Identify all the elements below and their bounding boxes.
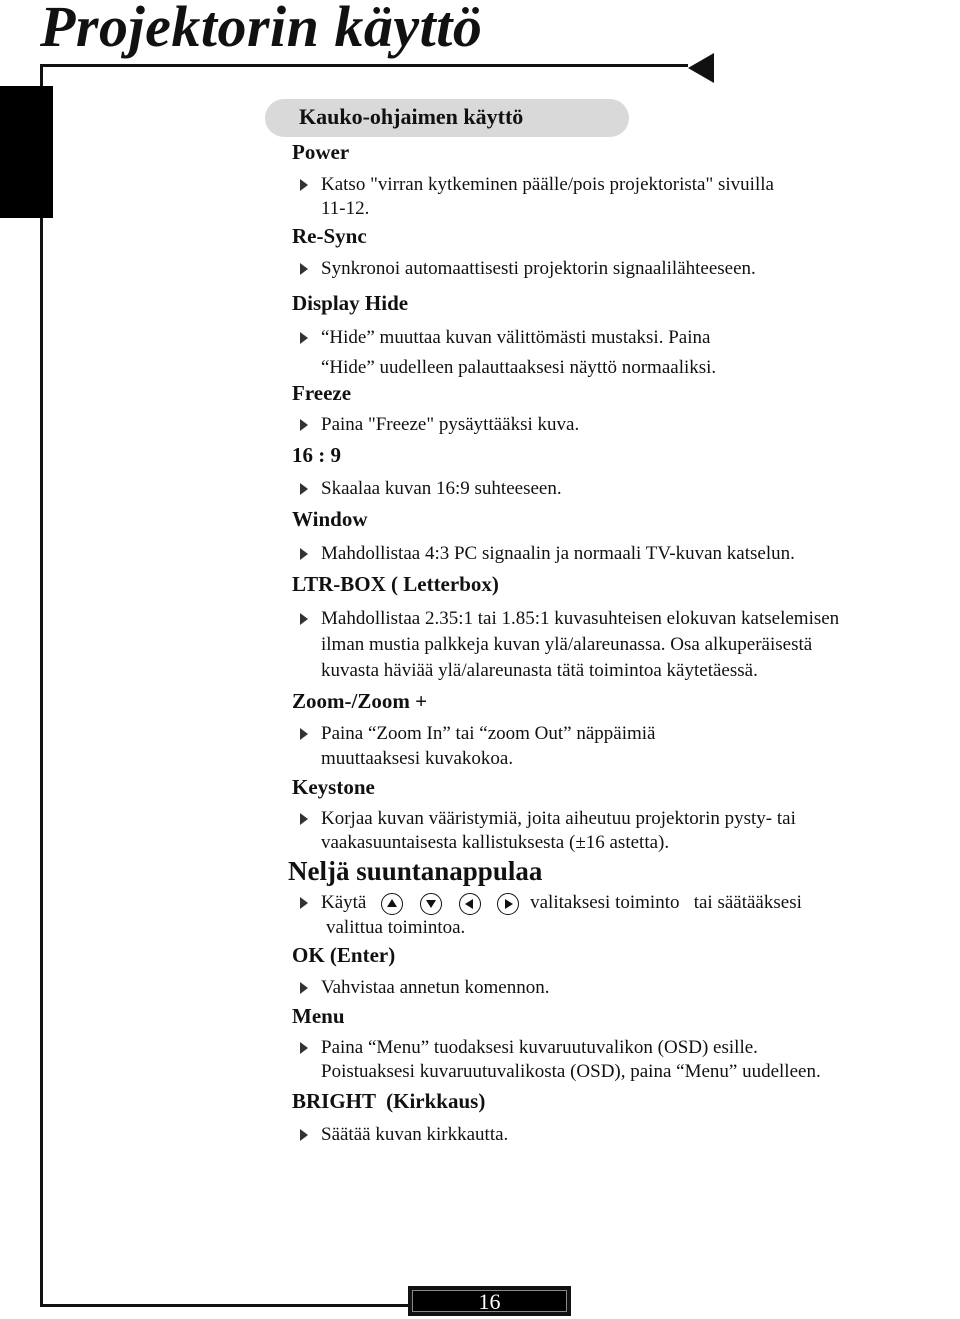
heading-ok-enter: OK (Enter) — [292, 943, 396, 967]
item-text: Mahdollistaa 4:3 PC signaalin ja normaali TV-kuvan katselun. — [321, 543, 795, 564]
bullet-arrow-icon — [300, 332, 308, 344]
side-tab — [0, 86, 53, 218]
bullet-arrow-icon — [300, 548, 308, 560]
up-arrow-icon — [381, 893, 403, 915]
heading-display-hide: Display Hide — [292, 291, 409, 315]
item-text: “Hide” muuttaa kuvan välittömästi mustaksi. Paina — [321, 327, 711, 348]
right-arrow-icon — [497, 893, 519, 915]
item-text: valittua toimintoa. — [326, 917, 466, 938]
item-text-suffix: valitaksesi toiminto tai säätääksesi — [530, 892, 802, 913]
down-arrow-icon — [420, 893, 442, 915]
page-number: 16 — [412, 1290, 567, 1312]
heading-window: Window — [292, 507, 368, 531]
heading-menu: Menu — [292, 1004, 345, 1028]
item-text: muuttaaksesi kuvakokoa. — [321, 748, 514, 769]
heading-freeze: Freeze — [292, 381, 352, 405]
top-rule — [40, 64, 688, 67]
heading-resync: Re-Sync — [292, 224, 367, 248]
bullet-arrow-icon — [300, 419, 308, 431]
section-title: Kauko-ohjaimen käyttö — [299, 104, 524, 129]
heading-direction-keys: Neljä suuntanappulaa — [288, 856, 543, 886]
bullet-arrow-icon — [300, 613, 308, 625]
item-text: Korjaa kuvan vääristymiä, joita aiheutuu projektorin pysty- tai — [321, 808, 796, 829]
left-arrow-icon — [459, 893, 481, 915]
item-text: 11-12. — [321, 197, 370, 219]
heading-power: Power — [292, 140, 350, 164]
item-text: Paina "Freeze" pysäyttääksi kuva. — [321, 414, 580, 435]
heading-zoom: Zoom-/Zoom + — [292, 689, 428, 713]
bullet-arrow-icon — [300, 483, 308, 495]
bottom-rule — [40, 1304, 410, 1307]
page-number-box — [408, 1286, 571, 1316]
item-text: ilman mustia palkkeja kuvan ylä/alareunassa. Osa alkuperäisestä — [321, 634, 813, 655]
item-text: Skaalaa kuvan 16:9 suhteeseen. — [321, 478, 562, 499]
item-text: kuvasta häviää ylä/alareunasta tätä toimintoa käytetäessä. — [321, 660, 758, 681]
bullet-arrow-icon — [300, 1042, 308, 1054]
item-text: Mahdollistaa 2.35:1 tai 1.85:1 kuvasuhteisen elokuvan katselemisen — [321, 608, 840, 629]
item-text-prefix: Käytä — [321, 892, 367, 913]
left-rule — [40, 64, 43, 1306]
bullet-arrow-icon — [300, 897, 308, 909]
item-text: Paina “Zoom In” tai “zoom Out” näppäimiä — [321, 723, 656, 744]
heading-ltr-box: LTR-BOX ( Letterbox) — [292, 572, 499, 596]
item-text: Poistuaksesi kuvaruutuvalikosta (OSD), paina “Menu” uudelleen. — [321, 1061, 821, 1082]
item-text: Katso "virran kytkeminen päälle/pois projektorista" sivuilla — [321, 174, 774, 195]
heading-16-9: 16 : 9 — [292, 443, 341, 467]
section-title-pill — [265, 99, 629, 137]
bullet-arrow-icon — [300, 982, 308, 994]
item-text: “Hide” uudelleen palauttaaksesi näyttö normaaliksi. — [321, 357, 717, 378]
item-text: Paina “Menu” tuodaksesi kuvaruutuvalikon (OSD) esille. — [321, 1037, 758, 1058]
bullet-arrow-icon — [300, 1129, 308, 1141]
item-text: Synkronoi automaattisesti projektorin signaalilähteeseen. — [321, 258, 756, 279]
bullet-arrow-icon — [300, 179, 308, 191]
heading-keystone: Keystone — [292, 775, 375, 799]
bullet-arrow-icon — [300, 813, 308, 825]
bullet-arrow-icon — [300, 263, 308, 275]
bullet-arrow-icon — [300, 728, 308, 740]
item-text: Vahvistaa annetun komennon. — [321, 977, 550, 998]
item-text: vaakasuuntaisesta kallistuksesta (±16 astetta). — [321, 832, 670, 853]
item-text — [321, 891, 802, 915]
page-title: Projektorin käyttö — [40, 0, 483, 59]
corner-arrow-icon — [688, 53, 714, 83]
heading-bright: BRIGHT (Kirkkaus) — [292, 1089, 486, 1113]
item-text: Säätää kuvan kirkkautta. — [321, 1124, 509, 1145]
